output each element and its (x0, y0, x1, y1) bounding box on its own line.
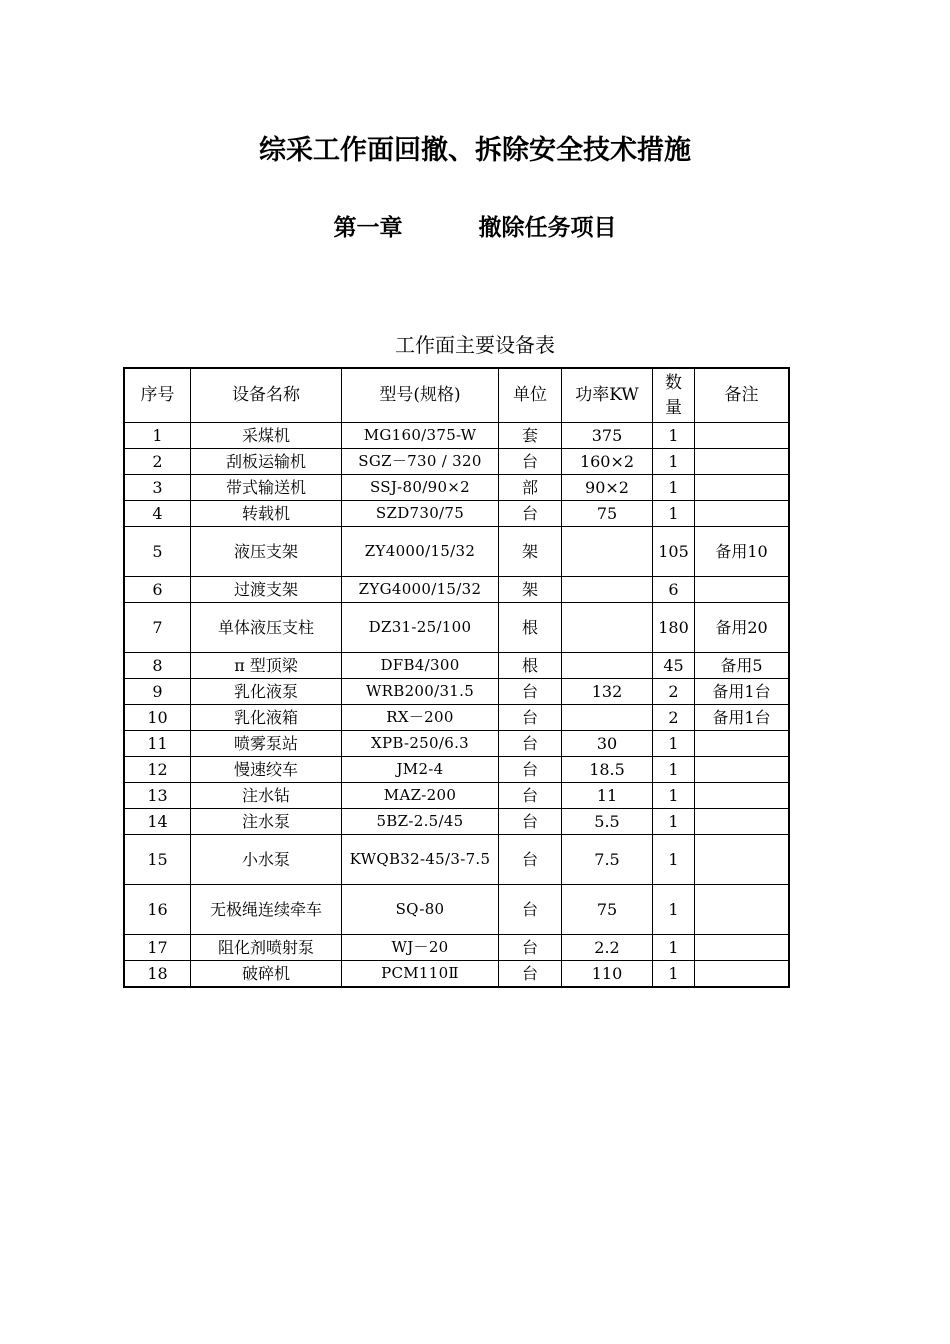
cell-name: 单体液压支柱 (191, 603, 342, 653)
table-row (125, 705, 789, 731)
cell-model: JM2-4 (342, 757, 499, 783)
header-cell-note: 备注 (695, 369, 789, 423)
cell-no: 3 (125, 475, 191, 501)
cell-no: 17 (125, 935, 191, 961)
cell-unit: 台 (499, 731, 562, 757)
cell-note: 备用1台 (695, 705, 789, 731)
table-row (125, 835, 789, 885)
cell-power: 160×2 (562, 449, 653, 475)
table-row (125, 961, 789, 987)
cell-qty: 45 (653, 653, 695, 679)
cell-note (695, 885, 789, 935)
cell-unit: 台 (499, 885, 562, 935)
cell-qty: 1 (653, 885, 695, 935)
cell-note: 备用20 (695, 603, 789, 653)
cell-model: MG160/375-W (342, 423, 499, 449)
cell-unit: 根 (499, 603, 562, 653)
table-row (125, 809, 789, 835)
cell-power: 132 (562, 679, 653, 705)
cell-unit: 台 (499, 757, 562, 783)
cell-unit: 部 (499, 475, 562, 501)
table-row (125, 577, 789, 603)
cell-model: XPB-250/6.3 (342, 731, 499, 757)
cell-no: 13 (125, 783, 191, 809)
cell-unit: 架 (499, 577, 562, 603)
cell-power: 75 (562, 885, 653, 935)
cell-name: π 型顶梁 (191, 653, 342, 679)
cell-power: 110 (562, 961, 653, 987)
cell-name: 乳化液泵 (191, 679, 342, 705)
cell-no: 18 (125, 961, 191, 987)
cell-model: DZ31-25/100 (342, 603, 499, 653)
cell-name: 过渡支架 (191, 577, 342, 603)
cell-name: 液压支架 (191, 527, 342, 577)
cell-unit: 台 (499, 679, 562, 705)
cell-model: RX－200 (342, 705, 499, 731)
header-cell-unit: 单位 (499, 369, 562, 423)
cell-note (695, 835, 789, 885)
header-cell-qty: 数量 (653, 369, 695, 423)
cell-note: 备用5 (695, 653, 789, 679)
chapter-title: 撤除任务项目 (478, 215, 617, 241)
table-row (125, 501, 789, 527)
cell-no: 14 (125, 809, 191, 835)
cell-model: WJ－20 (342, 935, 499, 961)
table-row (125, 449, 789, 475)
table-row (125, 653, 789, 679)
table-row (125, 757, 789, 783)
cell-no: 4 (125, 501, 191, 527)
cell-name: 采煤机 (191, 423, 342, 449)
cell-power: 18.5 (562, 757, 653, 783)
cell-qty: 1 (653, 935, 695, 961)
cell-qty: 2 (653, 679, 695, 705)
cell-no: 15 (125, 835, 191, 885)
cell-model: SGZ－730 / 320 (342, 449, 499, 475)
cell-power: 2.2 (562, 935, 653, 961)
cell-power: 375 (562, 423, 653, 449)
cell-qty: 1 (653, 501, 695, 527)
cell-qty: 180 (653, 603, 695, 653)
cell-no: 2 (125, 449, 191, 475)
cell-model: WRB200/31.5 (342, 679, 499, 705)
cell-model: MAZ-200 (342, 783, 499, 809)
cell-unit: 台 (499, 961, 562, 987)
cell-power (562, 603, 653, 653)
cell-name: 注水钻 (191, 783, 342, 809)
table-row (125, 475, 789, 501)
cell-model: SSJ-80/90×2 (342, 475, 499, 501)
cell-note (695, 757, 789, 783)
cell-qty: 1 (653, 757, 695, 783)
cell-no: 11 (125, 731, 191, 757)
table-row (125, 603, 789, 653)
cell-qty: 1 (653, 835, 695, 885)
cell-name: 破碎机 (191, 961, 342, 987)
cell-power (562, 577, 653, 603)
cell-name: 无极绳连续牵车 (191, 885, 342, 935)
cell-name: 转载机 (191, 501, 342, 527)
cell-power: 11 (562, 783, 653, 809)
cell-power: 75 (562, 501, 653, 527)
document-title: 综采工作面回撤、拆除安全技术措施 (259, 135, 691, 166)
cell-note (695, 501, 789, 527)
cell-qty: 6 (653, 577, 695, 603)
header-cell-model: 型号(规格) (342, 369, 499, 423)
cell-model: SQ-80 (342, 885, 499, 935)
cell-qty: 1 (653, 423, 695, 449)
cell-power: 90×2 (562, 475, 653, 501)
chapter-label: 第一章 (333, 215, 403, 241)
cell-no: 1 (125, 423, 191, 449)
cell-unit: 台 (499, 835, 562, 885)
table-row (125, 527, 789, 577)
cell-unit: 台 (499, 705, 562, 731)
cell-qty: 1 (653, 783, 695, 809)
cell-unit: 台 (499, 809, 562, 835)
cell-qty: 105 (653, 527, 695, 577)
cell-note (695, 449, 789, 475)
cell-model: ZYG4000/15/32 (342, 577, 499, 603)
table-row (125, 885, 789, 935)
cell-no: 12 (125, 757, 191, 783)
cell-no: 5 (125, 527, 191, 577)
cell-name: 慢速绞车 (191, 757, 342, 783)
cell-no: 7 (125, 603, 191, 653)
cell-name: 带式输送机 (191, 475, 342, 501)
table-row (125, 423, 789, 449)
cell-note (695, 577, 789, 603)
cell-unit: 套 (499, 423, 562, 449)
cell-note: 备用10 (695, 527, 789, 577)
header-cell-no: 序号 (125, 369, 191, 423)
cell-unit: 台 (499, 501, 562, 527)
table-row (125, 731, 789, 757)
cell-qty: 1 (653, 961, 695, 987)
cell-qty: 1 (653, 449, 695, 475)
cell-no: 8 (125, 653, 191, 679)
cell-note (695, 809, 789, 835)
cell-name: 小水泵 (191, 835, 342, 885)
cell-model: ZY4000/15/32 (342, 527, 499, 577)
table-caption: 工作面主要设备表 (395, 333, 555, 357)
cell-qty: 1 (653, 731, 695, 757)
cell-name: 阻化剂喷射泵 (191, 935, 342, 961)
cell-name: 喷雾泵站 (191, 731, 342, 757)
table-row (125, 935, 789, 961)
cell-note (695, 731, 789, 757)
cell-model: PCM110Ⅱ (342, 961, 499, 987)
header-cell-power: 功率KW (562, 369, 653, 423)
cell-power: 5.5 (562, 809, 653, 835)
cell-note: 备用1台 (695, 679, 789, 705)
header-cell-name: 设备名称 (191, 369, 342, 423)
cell-note (695, 961, 789, 987)
cell-unit: 根 (499, 653, 562, 679)
cell-power: 7.5 (562, 835, 653, 885)
cell-unit: 台 (499, 935, 562, 961)
cell-model: SZD730/75 (342, 501, 499, 527)
equipment-table (124, 368, 789, 987)
cell-unit: 台 (499, 783, 562, 809)
cell-no: 10 (125, 705, 191, 731)
cell-no: 6 (125, 577, 191, 603)
cell-qty: 1 (653, 809, 695, 835)
cell-model: DFB4/300 (342, 653, 499, 679)
table-header-row (125, 369, 789, 423)
cell-unit: 架 (499, 527, 562, 577)
cell-unit: 台 (499, 449, 562, 475)
table-row (125, 783, 789, 809)
chapter-heading (0, 212, 950, 244)
cell-note (695, 783, 789, 809)
cell-name: 刮板运输机 (191, 449, 342, 475)
cell-power (562, 653, 653, 679)
cell-power (562, 705, 653, 731)
cell-qty: 1 (653, 475, 695, 501)
cell-name: 注水泵 (191, 809, 342, 835)
cell-model: 5BZ-2.5/45 (342, 809, 499, 835)
cell-note (695, 423, 789, 449)
cell-qty: 2 (653, 705, 695, 731)
cell-note (695, 475, 789, 501)
cell-no: 9 (125, 679, 191, 705)
cell-name: 乳化液箱 (191, 705, 342, 731)
cell-power (562, 527, 653, 577)
cell-no: 16 (125, 885, 191, 935)
cell-model: KWQB32-45/3-7.5 (342, 835, 499, 885)
cell-power: 30 (562, 731, 653, 757)
cell-note (695, 935, 789, 961)
table-row (125, 679, 789, 705)
